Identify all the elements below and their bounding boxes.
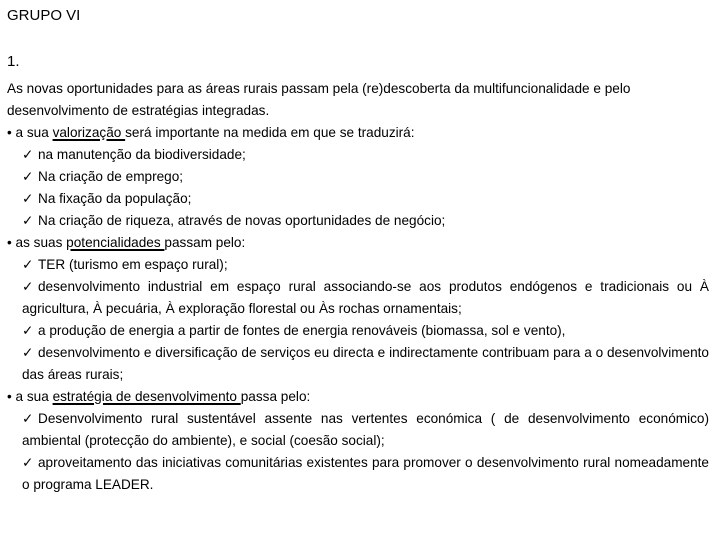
list-item-text: TER (turismo em espaço rural); xyxy=(38,257,228,272)
list-item-text: aproveitamento das iniciativas comunitárias existentes para promover o desenvolvimento rural nomeadamente o programa LEADER. xyxy=(22,455,709,492)
bullet-suffix: passa pelo: xyxy=(240,389,311,404)
list-item-text: desenvolvimento industrial em espaço rural associando-se aos produtos endógenos e tradicionais ou À agricultura, À pecuária, À exploração florestal ou Às rochas ornamentais; xyxy=(22,279,709,316)
list-item xyxy=(7,188,709,210)
intro-paragraph: As novas oportunidades para as áreas rurais passam pela (re)descoberta da multifuncionalidade e pelo desenvolvimento de estratégias integradas. xyxy=(7,81,631,118)
list-item xyxy=(7,320,709,342)
list-item xyxy=(7,452,709,496)
question-number: 1. xyxy=(7,53,20,70)
list-item xyxy=(7,166,709,188)
list-item-text: Desenvolvimento rural sustentável assente nas vertentes económica ( de desenvolvimento económico) ambiental (protecção do ambiente), e social (coesão social); xyxy=(22,411,709,448)
list-item-text: Na fixação da população; xyxy=(38,191,192,206)
checkmark-icon: ✓ xyxy=(22,323,34,338)
section-heading-potencialidades xyxy=(7,232,709,254)
bullet-prefix: • as suas xyxy=(7,235,67,250)
bullet-prefix: • a sua xyxy=(7,389,53,404)
list-item xyxy=(7,276,709,320)
page-title: GRUPO VI xyxy=(7,7,81,24)
list-item xyxy=(7,342,709,386)
underlined-term: valorização xyxy=(52,125,126,140)
underlined-term: potencialidades xyxy=(66,235,165,250)
list-item-text: Na criação de emprego; xyxy=(38,169,184,184)
list-item-text: a produção de energia a partir de fontes de energia renováveis (biomassa, sol e vento), xyxy=(38,323,566,338)
checkmark-icon: ✓ xyxy=(22,147,34,162)
checkmark-icon: ✓ xyxy=(22,279,34,294)
list-item xyxy=(7,408,709,452)
list-item-text: na manutenção da biodiversidade; xyxy=(38,147,246,162)
bullet-suffix: será importante na medida em que se traduzirá: xyxy=(125,125,415,140)
list-item-text: Na criação de riqueza, através de novas oportunidades de negócio; xyxy=(38,213,446,228)
document-body xyxy=(7,78,709,496)
list-item xyxy=(7,210,709,232)
checkmark-icon: ✓ xyxy=(22,213,34,228)
underlined-term: estratégia de desenvolvimento xyxy=(52,389,241,404)
section-heading-valorizacao xyxy=(7,122,709,144)
checkmark-icon: ✓ xyxy=(22,257,34,272)
checkmark-icon: ✓ xyxy=(22,345,34,360)
bullet-suffix: passam pelo: xyxy=(164,235,246,250)
list-item-text: desenvolvimento e diversificação de serviços eu directa e indirectamente contribuam para a o desenvolvimento das áreas rurais; xyxy=(22,345,709,382)
bullet-prefix: • a sua xyxy=(7,125,53,140)
list-item xyxy=(7,144,709,166)
checkmark-icon: ✓ xyxy=(22,191,34,206)
checkmark-icon: ✓ xyxy=(22,455,34,470)
list-item xyxy=(7,254,709,276)
checkmark-icon: ✓ xyxy=(22,169,34,184)
checkmark-icon: ✓ xyxy=(22,411,34,426)
section-heading-estrategia xyxy=(7,386,709,408)
